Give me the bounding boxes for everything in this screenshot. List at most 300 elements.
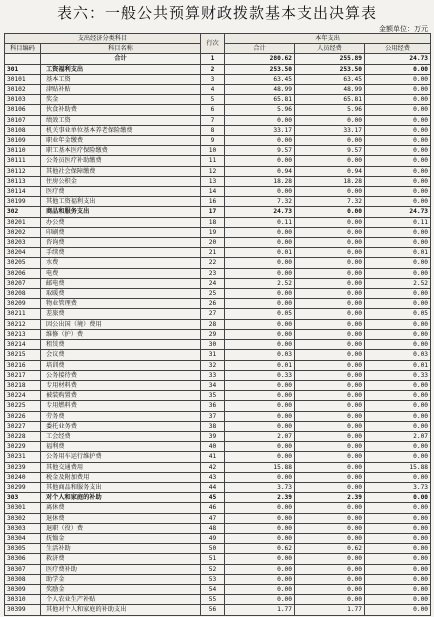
row-number: 26 [201,299,225,309]
row-total: 0.00 [225,411,295,421]
row-number: 53 [201,574,225,584]
row-public: 0.00 [365,533,431,543]
row-code: 30231 [5,452,41,462]
row-public: 24.73 [365,54,431,64]
table-row [5,105,431,115]
table-row [5,523,431,533]
row-number: 50 [201,544,225,554]
row-total: 18.28 [225,176,295,186]
row-total: 2.39 [225,493,295,503]
row-code: 30310 [5,595,41,605]
row-name: 退休费 [41,513,201,523]
row-name: 其他对个人和家庭的补助支出 [41,605,201,615]
row-public: 0.00 [365,401,431,411]
table-row [5,380,431,390]
table-row [5,74,431,84]
row-number: 33 [201,370,225,380]
row-personnel: 0.00 [295,595,365,605]
row-personnel: 253.50 [295,64,365,74]
table-row [5,156,431,166]
row-personnel: 0.00 [295,238,365,248]
row-number: 23 [201,268,225,278]
row-number: 56 [201,605,225,615]
row-number: 49 [201,533,225,543]
row-name: 专用燃料费 [41,401,201,411]
row-number: 5 [201,95,225,105]
table-row [5,554,431,564]
row-public: 0.00 [365,146,431,156]
row-personnel: 255.89 [295,54,365,64]
table-row [5,248,431,258]
row-code: 30113 [5,176,41,186]
row-name: 助学金 [41,574,201,584]
row-public: 0.00 [365,125,431,135]
row-personnel: 0.00 [295,482,365,492]
row-public: 0.11 [365,217,431,227]
row-public: 0.00 [365,472,431,482]
row-code: 30110 [5,146,41,156]
row-personnel: 0.00 [295,207,365,217]
row-total: 0.00 [225,115,295,125]
row-name: 公务用车运行维护费 [41,452,201,462]
row-personnel: 0.00 [295,350,365,360]
row-personnel: 0.00 [295,442,365,452]
row-number: 8 [201,125,225,135]
row-code: 30107 [5,115,41,125]
row-personnel: 65.81 [295,95,365,105]
row-code: 30114 [5,187,41,197]
table-row [5,370,431,380]
row-number: 35 [201,391,225,401]
row-name: 培训费 [41,360,201,370]
row-name: 差旅费 [41,309,201,319]
row-public: 0.00 [365,442,431,452]
row-public: 0.00 [365,187,431,197]
row-name: 办公费 [41,217,201,227]
row-public: 0.00 [365,238,431,248]
table-row [5,544,431,554]
table-body [5,54,431,615]
row-personnel: 0.00 [295,340,365,350]
row-public: 0.00 [365,227,431,237]
row-name: 职工基本医疗保险缴费 [41,146,201,156]
row-public: 0.33 [365,370,431,380]
table-row [5,329,431,339]
row-number: 17 [201,207,225,217]
row-name: 租赁费 [41,340,201,350]
row-total: 0.00 [225,574,295,584]
table-row [5,482,431,492]
row-total: 0.11 [225,217,295,227]
row-public: 0.00 [365,95,431,105]
row-number: 3 [201,74,225,84]
row-personnel: 0.00 [295,227,365,237]
table-row [5,258,431,268]
row-number: 29 [201,329,225,339]
row-number: 7 [201,115,225,125]
row-personnel: 0.00 [295,421,365,431]
row-personnel: 0.00 [295,472,365,482]
row-name: 劳务费 [41,411,201,421]
row-public: 24.73 [365,207,431,217]
table-row [5,227,431,237]
row-total: 0.00 [225,136,295,146]
row-code: 30308 [5,574,41,584]
row-total: 0.00 [225,258,295,268]
table-row [5,95,431,105]
row-total: 65.81 [225,95,295,105]
row-number: 48 [201,523,225,533]
header-code: 科目编码 [5,44,41,54]
row-public: 3.73 [365,482,431,492]
row-public: 0.00 [365,523,431,533]
row-name: 伙食补助费 [41,105,201,115]
row-code: 30229 [5,442,41,452]
row-code: 30102 [5,85,41,95]
row-name: 公务员医疗补助缴费 [41,156,201,166]
row-code: 30111 [5,156,41,166]
table-row [5,503,431,513]
table-row [5,340,431,350]
row-personnel: 0.00 [295,452,365,462]
row-number: 2 [201,64,225,74]
table-row [5,431,431,441]
row-code: 30109 [5,136,41,146]
row-code: 30226 [5,411,41,421]
row-code: 30306 [5,554,41,564]
row-total: 9.57 [225,146,295,156]
row-total: 0.00 [225,268,295,278]
row-number: 27 [201,309,225,319]
row-code: 30303 [5,523,41,533]
table-row [5,197,431,207]
table-row [5,54,431,64]
row-public: 0.00 [365,574,431,584]
row-total: 0.33 [225,370,295,380]
header-total: 合计 [225,44,295,54]
row-code: 30211 [5,309,41,319]
row-code: 30217 [5,370,41,380]
row-number: 6 [201,105,225,115]
row-name: 咨询费 [41,238,201,248]
row-public: 0.00 [365,493,431,503]
row-personnel: 0.00 [295,431,365,441]
row-number: 16 [201,197,225,207]
row-name: 会议费 [41,350,201,360]
row-code: 30228 [5,431,41,441]
table-row [5,278,431,288]
row-total: 0.01 [225,248,295,258]
row-name: 退职（役）费 [41,523,201,533]
table-row [5,238,431,248]
row-personnel: 0.00 [295,156,365,166]
row-public: 0.00 [365,105,431,115]
row-total: 0.00 [225,238,295,248]
row-total: 0.00 [225,523,295,533]
row-number: 45 [201,493,225,503]
row-code: 30224 [5,391,41,401]
row-total: 0.00 [225,584,295,594]
row-name: 手续费 [41,248,201,258]
row-public: 0.00 [365,421,431,431]
row-code: 30214 [5,340,41,350]
row-number: 42 [201,462,225,472]
row-code: 30216 [5,360,41,370]
row-name: 奖励金 [41,584,201,594]
row-code: 303 [5,493,41,503]
row-public: 0.00 [365,340,431,350]
row-code: 30239 [5,462,41,472]
table-row [5,176,431,186]
table-row [5,289,431,299]
row-total: 2.07 [225,431,295,441]
row-personnel: 0.94 [295,166,365,176]
row-name: 委托业务费 [41,421,201,431]
table-row [5,421,431,431]
row-personnel: 0.00 [295,248,365,258]
row-code: 30299 [5,482,41,492]
row-code [5,54,41,64]
row-total: 0.00 [225,289,295,299]
table-row [5,64,431,74]
row-code: 30302 [5,513,41,523]
row-number: 14 [201,187,225,197]
row-code: 30212 [5,319,41,329]
row-code: 30199 [5,197,41,207]
table-row [5,411,431,421]
row-total: 0.00 [225,299,295,309]
row-personnel: 18.28 [295,176,365,186]
row-public: 0.00 [365,452,431,462]
row-name: 邮电费 [41,278,201,288]
row-code: 30206 [5,268,41,278]
row-personnel: 0.00 [295,299,365,309]
row-name: 其他商品和服务支出 [41,482,201,492]
row-code: 30202 [5,227,41,237]
row-total: 253.50 [225,64,295,74]
table-row [5,350,431,360]
row-number: 32 [201,360,225,370]
table-row [5,166,431,176]
row-public: 0.00 [365,197,431,207]
row-public: 0.00 [365,156,431,166]
row-total: 0.00 [225,340,295,350]
row-personnel: 0.62 [295,544,365,554]
row-personnel: 0.00 [295,309,365,319]
row-name: 税金及附加费用 [41,472,201,482]
row-name: 津贴补贴 [41,85,201,95]
row-public: 2.07 [365,431,431,441]
table-row [5,360,431,370]
row-personnel: 7.32 [295,197,365,207]
row-number: 41 [201,452,225,462]
header-name: 科目名称 [41,44,201,54]
row-personnel: 0.00 [295,115,365,125]
row-number: 55 [201,595,225,605]
row-total: 0.00 [225,452,295,462]
row-public: 0.00 [365,268,431,278]
row-total: 15.88 [225,462,295,472]
row-code: 30213 [5,329,41,339]
table-row [5,401,431,411]
row-code: 302 [5,207,41,217]
row-public: 0.00 [365,166,431,176]
row-total: 0.00 [225,401,295,411]
row-code: 30399 [5,605,41,615]
row-public: 0.00 [365,299,431,309]
row-public: 0.00 [365,64,431,74]
row-number: 46 [201,503,225,513]
row-total: 0.00 [225,421,295,431]
row-number: 4 [201,85,225,95]
row-total: 0.00 [225,187,295,197]
row-personnel: 0.00 [295,391,365,401]
row-number: 1 [201,54,225,64]
row-total: 7.32 [225,197,295,207]
row-name: 福利费 [41,442,201,452]
row-personnel: 0.00 [295,533,365,543]
row-public: 0.05 [365,309,431,319]
row-public: 0.00 [365,115,431,125]
row-code: 30240 [5,472,41,482]
row-personnel: 0.00 [295,564,365,574]
row-total: 0.00 [225,564,295,574]
row-personnel: 0.00 [295,462,365,472]
row-number: 24 [201,278,225,288]
row-name: 工会经费 [41,431,201,441]
row-name: 医疗费 [41,187,201,197]
row-name: 机关事业单位基本养老保险缴费 [41,125,201,135]
table-header [5,34,431,54]
row-personnel: 5.96 [295,105,365,115]
row-name: 绩效工资 [41,115,201,125]
row-number: 43 [201,472,225,482]
table-row [5,574,431,584]
row-total: 0.00 [225,472,295,482]
row-number: 28 [201,319,225,329]
table-row [5,493,431,503]
row-public: 0.00 [365,74,431,84]
row-number: 10 [201,146,225,156]
row-personnel: 0.00 [295,278,365,288]
row-name: 生活补助 [41,544,201,554]
row-personnel: 1.77 [295,605,365,615]
table-row [5,605,431,615]
row-public: 0.01 [365,360,431,370]
row-number: 11 [201,156,225,166]
row-code: 30207 [5,278,41,288]
page-title: 表六：一般公共预算财政拨款基本支出决算表 [56,4,377,22]
row-code: 30208 [5,289,41,299]
row-personnel: 0.00 [295,329,365,339]
row-public: 2.52 [365,278,431,288]
header-row-no: 行次 [201,34,225,54]
row-public: 0.00 [365,605,431,615]
row-code: 30203 [5,238,41,248]
row-personnel: 33.17 [295,125,365,135]
row-public: 15.88 [365,462,431,472]
row-total: 0.00 [225,380,295,390]
row-public: 0.00 [365,554,431,564]
row-personnel: 0.00 [295,258,365,268]
expenditure-table [4,33,431,616]
row-name: 专用材料费 [41,380,201,390]
row-personnel: 0.00 [295,187,365,197]
row-number: 19 [201,227,225,237]
row-personnel: 0.00 [295,411,365,421]
row-code: 30225 [5,401,41,411]
row-number: 39 [201,431,225,441]
row-public: 0.00 [365,289,431,299]
row-total: 63.45 [225,74,295,84]
row-code: 30215 [5,350,41,360]
row-total: 33.17 [225,125,295,135]
row-number: 30 [201,340,225,350]
row-name: 取暖费 [41,289,201,299]
row-code: 30307 [5,564,41,574]
row-code: 30304 [5,533,41,543]
row-personnel: 0.00 [295,136,365,146]
row-personnel: 0.00 [295,513,365,523]
row-personnel: 0.00 [295,401,365,411]
row-public: 0.00 [365,176,431,186]
row-total: 0.00 [225,513,295,523]
row-total: 24.73 [225,207,295,217]
row-personnel: 0.00 [295,319,365,329]
row-code: 30201 [5,217,41,227]
table-row [5,85,431,95]
row-public: 0.00 [365,391,431,401]
row-name: 抚恤金 [41,533,201,543]
row-public: 0.00 [365,136,431,146]
row-number: 51 [201,554,225,564]
row-personnel: 0.00 [295,289,365,299]
row-name: 水费 [41,258,201,268]
row-personnel: 0.00 [295,523,365,533]
row-number: 21 [201,248,225,258]
table-row [5,595,431,605]
table-row [5,309,431,319]
row-public: 0.00 [365,411,431,421]
row-name: 公务接待费 [41,370,201,380]
row-number: 36 [201,401,225,411]
table-row [5,452,431,462]
table-row [5,207,431,217]
row-personnel: 0.00 [295,574,365,584]
row-name: 对个人和家庭的补助 [41,493,201,503]
row-personnel: 63.45 [295,74,365,84]
row-code: 30301 [5,503,41,513]
row-total: 280.62 [225,54,295,64]
table-row [5,564,431,574]
row-code: 30103 [5,95,41,105]
row-public: 0.03 [365,350,431,360]
row-name: 维修（护）费 [41,329,201,339]
row-personnel: 2.39 [295,493,365,503]
row-number: 38 [201,421,225,431]
row-public: 0.01 [365,248,431,258]
table-row [5,391,431,401]
table-row [5,125,431,135]
row-code: 30106 [5,105,41,115]
row-name: 合计 [41,54,201,64]
table-row [5,268,431,278]
row-code: 30101 [5,74,41,84]
row-total: 0.00 [225,156,295,166]
header-personnel: 人员经费 [295,44,365,54]
row-number: 25 [201,289,225,299]
row-total: 2.52 [225,278,295,288]
